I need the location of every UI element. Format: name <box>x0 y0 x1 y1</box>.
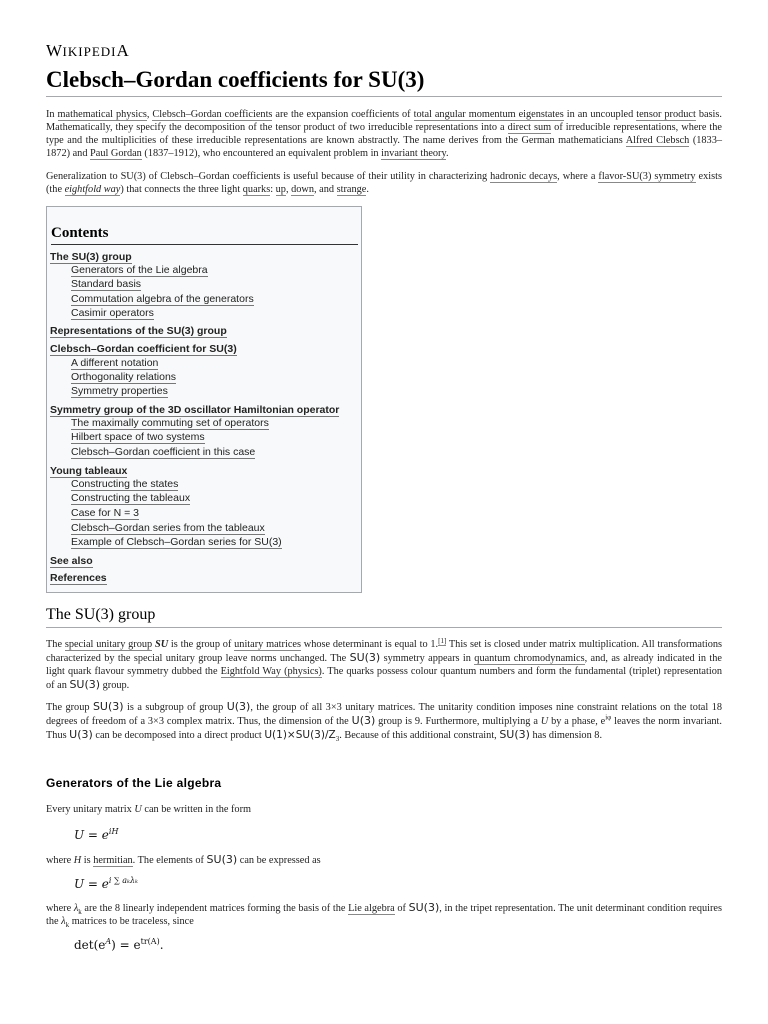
page-title: Clebsch–Gordan coefficients for SU(3) <box>46 66 722 97</box>
math-su3: SU(3) <box>69 678 101 691</box>
section-paragraph-2 <box>46 700 722 742</box>
text: where <box>46 855 74 866</box>
toc-item[interactable] <box>50 465 127 478</box>
toc-item[interactable] <box>50 251 132 264</box>
text: is the group of <box>168 639 235 650</box>
toc-item[interactable] <box>50 404 339 417</box>
text: can be written in the form <box>141 804 252 815</box>
toc-item-label: Clebsch–Gordan series from the tableaux <box>71 522 265 534</box>
math-su: SU <box>154 639 169 650</box>
wordmark-rest: IKIPEDI <box>62 44 117 59</box>
equation-lhs: det(e <box>74 938 106 952</box>
subsection-paragraph-3 <box>46 901 722 928</box>
text: symmetry appears in <box>380 653 475 664</box>
toc-item-label: Young tableaux <box>50 465 128 477</box>
toc-item-label: The SU(3) group <box>50 251 132 263</box>
link-hadronic-decays[interactable]: hadronic decays <box>490 171 558 182</box>
math-h: H <box>73 855 82 866</box>
table-of-contents <box>46 206 362 593</box>
text: group is 9. Furthermore, multiplying a <box>375 716 541 727</box>
equation-exponent: iH <box>108 827 119 836</box>
intro-paragraph-2 <box>46 170 722 196</box>
toc-item-label: Symmetry properties <box>71 385 168 397</box>
link-unitary-matrices[interactable]: unitary matrices <box>234 639 301 650</box>
link-alfred-clebsch[interactable]: Alfred Clebsch <box>625 135 690 146</box>
reference-1[interactable]: [1] <box>438 636 447 645</box>
equation-1 <box>74 828 118 842</box>
text: , <box>285 184 292 195</box>
text: whose determinant is equal to 1. <box>300 639 439 650</box>
intro-paragraph-1 <box>46 108 722 160</box>
link-tensor-product[interactable]: tensor product <box>636 109 696 120</box>
text: , the group of all 3×3 unitary matrices. The unitarity condition imposes nine constraint relations on the total 18 degrees of freedom of a 3×3 complex matrix. Thus, the dimension of the <box>46 702 722 727</box>
text: , and, as already indicated in the light quark flavour symmetry dubbed the <box>46 653 722 677</box>
text: , <box>146 109 153 120</box>
link-clebsch-gordan-coefficients[interactable]: Clebsch–Gordan coefficients <box>152 109 273 120</box>
text: can be expressed as <box>237 855 321 866</box>
text: (1833–1872) and <box>46 135 723 159</box>
toc-item[interactable] <box>71 536 282 549</box>
toc-item[interactable] <box>71 446 255 459</box>
text: is <box>81 855 94 866</box>
toc-item-label: Generators of the Lie algebra <box>71 264 208 276</box>
text: are the expansion coefficients of <box>272 109 414 120</box>
toc-item-label: Case for N = 3 <box>71 507 139 519</box>
text: In <box>46 109 58 120</box>
math-subscript: 3 <box>335 735 340 744</box>
math-su3: SU(3) <box>408 901 440 914</box>
toc-item-label: Example of Clebsch–Gordan series for SU(3) <box>71 536 282 548</box>
text: This set is closed under matrix multiplication. All transformations characterized by the special unitary group leave norms unchanged. The <box>46 639 722 664</box>
text: The <box>46 639 65 650</box>
toc-item[interactable] <box>71 492 190 505</box>
math-exponent: iφ <box>605 713 612 722</box>
math-u3: U(3) <box>351 714 376 727</box>
text: are the 8 linearly independent matrices forming the basis of the <box>81 903 349 914</box>
equation-lhs: U = e <box>74 828 109 842</box>
link-flavor-su3-symmetry[interactable]: flavor-SU(3) symmetry <box>598 171 696 182</box>
toc-item-label: Constructing the tableaux <box>71 492 191 504</box>
equation-exponent: A <box>105 937 112 946</box>
link-lie-algebra[interactable]: Lie algebra <box>348 903 395 914</box>
math-subscript: k <box>78 908 82 917</box>
math-u3: U(3) <box>69 728 93 741</box>
text: has dimension 8. <box>529 730 603 741</box>
toc-item[interactable] <box>71 385 168 398</box>
toc-item-label: See also <box>50 555 93 567</box>
text: : <box>270 184 276 195</box>
link-total-angular-momentum[interactable]: total angular momentum eigenstates <box>413 109 564 120</box>
toc-item-label: References <box>50 572 107 584</box>
math-su3: SU(3) <box>92 700 124 713</box>
math-lambda: λ <box>73 903 79 914</box>
toc-item[interactable] <box>71 507 139 520</box>
link-down[interactable]: down <box>291 184 314 195</box>
equation-3 <box>74 938 164 952</box>
toc-item-label: Constructing the states <box>71 478 179 490</box>
text: can be decomposed into a direct product <box>92 730 265 741</box>
text: where <box>46 903 74 914</box>
toc-item[interactable] <box>50 325 227 338</box>
toc-item-label: A different notation <box>71 357 159 369</box>
math-direct-product: U(1)×SU(3)/Z <box>264 729 336 741</box>
toc-item-label: Representations of the SU(3) group <box>50 325 227 337</box>
text: ) that connects the three light <box>120 184 243 195</box>
text: . The elements of <box>132 855 207 866</box>
toc-item[interactable] <box>71 307 154 320</box>
wordmark-last: A <box>116 41 130 60</box>
text: . Because of this additional constraint, <box>339 730 500 741</box>
text: matrices to be traceless, since <box>69 916 194 927</box>
toc-item-label: Symmetry group of the 3D oscillator Hamiltonian operator <box>50 404 340 416</box>
toc-item[interactable] <box>50 555 93 568</box>
toc-item[interactable] <box>71 278 141 291</box>
text: of <box>394 903 409 914</box>
toc-item-label: Hilbert space of two systems <box>71 431 205 443</box>
text: (1837–1912), who encountered an equivalent problem in <box>141 148 382 159</box>
text: . <box>366 184 369 195</box>
math-u: U <box>540 716 549 727</box>
wordmark-first: W <box>46 41 63 60</box>
subsection-heading: Generators of the Lie algebra <box>46 776 222 790</box>
text: basis. Mathematically, they specify the decomposition of the tensor product of two irreducible representations into a <box>46 109 722 133</box>
text: group. <box>100 680 130 691</box>
link-quantum-chromodynamics[interactable]: quantum chromodynamics <box>474 653 585 664</box>
text: Generalization to SU(3) of Clebsch–Gordan coefficients is useful because of their utility in characterizing <box>46 171 491 182</box>
section-paragraph-1 <box>46 638 722 692</box>
text: leaves the norm invariant. Thus <box>46 716 722 741</box>
toc-item-label: Standard basis <box>71 278 142 290</box>
text: of irreducible representations, where the type and the multiplicities of these irreducible representations are known abstractly. The name derives from the German mathematicians <box>46 122 722 146</box>
toc-item[interactable] <box>71 357 158 370</box>
toc-item[interactable] <box>71 478 178 491</box>
toc-item[interactable] <box>50 572 107 585</box>
toc-item-label: Clebsch–Gordan coefficient for SU(3) <box>50 343 237 355</box>
link-quarks[interactable]: quarks <box>242 184 271 195</box>
math-su3: SU(3) <box>499 728 530 741</box>
math-u3: U(3) <box>226 700 251 713</box>
subsection-paragraph-1 <box>46 803 722 816</box>
link-eightfold-way-physics[interactable]: Eightfold Way (physics) <box>220 666 322 677</box>
math-subscript: k <box>65 921 70 930</box>
toc-item-label: Clebsch–Gordan coefficient in this case <box>71 446 256 458</box>
toc-item-label: The maximally commuting set of operators <box>71 417 269 429</box>
equation-2 <box>74 877 138 891</box>
text: is a subgroup of group <box>123 702 227 713</box>
link-strange[interactable]: strange <box>336 184 367 195</box>
toc-item[interactable] <box>71 522 265 535</box>
link-mathematical-physics[interactable]: mathematical physics <box>57 109 147 120</box>
toc-item[interactable] <box>50 343 237 356</box>
toc-item-label: Commutation algebra of the generators <box>71 293 254 305</box>
toc-item[interactable] <box>71 371 176 384</box>
equation-mid: ) = e <box>111 938 141 952</box>
link-special-unitary-group[interactable]: special unitary group <box>64 639 153 650</box>
text: Every unitary matrix <box>46 804 135 815</box>
text: , in the tripet representation. The unit determinant condition requires the <box>46 903 722 927</box>
toc-item-label: Orthogonality relations <box>71 371 177 383</box>
link-eightfold-way[interactable]: eightfold way <box>64 184 121 195</box>
toc-item[interactable] <box>71 293 254 306</box>
math-e: e <box>600 716 606 727</box>
math-su3: SU(3) <box>206 853 238 866</box>
text: , and <box>314 184 337 195</box>
toc-item-label: Casimir operators <box>71 307 154 319</box>
subsection-paragraph-2 <box>46 853 722 867</box>
section-heading: The SU(3) group <box>46 606 722 628</box>
equation-lhs: U = e <box>74 877 109 891</box>
link-invariant-theory[interactable]: invariant theory <box>381 148 446 159</box>
link-up[interactable]: up <box>275 184 286 195</box>
toc-item[interactable] <box>71 431 205 444</box>
link-hermitian[interactable]: hermitian <box>93 855 133 866</box>
equation-end: . <box>159 938 164 952</box>
toc-item[interactable] <box>71 264 208 277</box>
text: . <box>445 148 449 159</box>
text: The group <box>46 702 93 713</box>
text: in an uncoupled <box>563 109 637 120</box>
text: exists (the <box>46 171 722 195</box>
link-paul-gordan[interactable]: Paul Gordan <box>90 148 142 159</box>
math-u: U <box>134 804 142 815</box>
math-su3: SU(3) <box>349 651 381 664</box>
link-direct-sum[interactable]: direct sum <box>507 122 552 133</box>
text: by a phase, <box>548 716 601 727</box>
equation-exponent: tr(A) <box>140 937 160 946</box>
text: . The quarks possess colour quantum numbers and form the fundamental (triplet) representation of an <box>46 666 723 691</box>
text: , where a <box>557 171 599 182</box>
math-lambda: λ <box>61 916 66 927</box>
toc-title: Contents <box>51 225 358 245</box>
toc-item[interactable] <box>71 417 269 430</box>
wikipedia-wordmark[interactable] <box>46 41 129 61</box>
equation-exponent: i ∑ aₖλₖ <box>108 876 138 885</box>
